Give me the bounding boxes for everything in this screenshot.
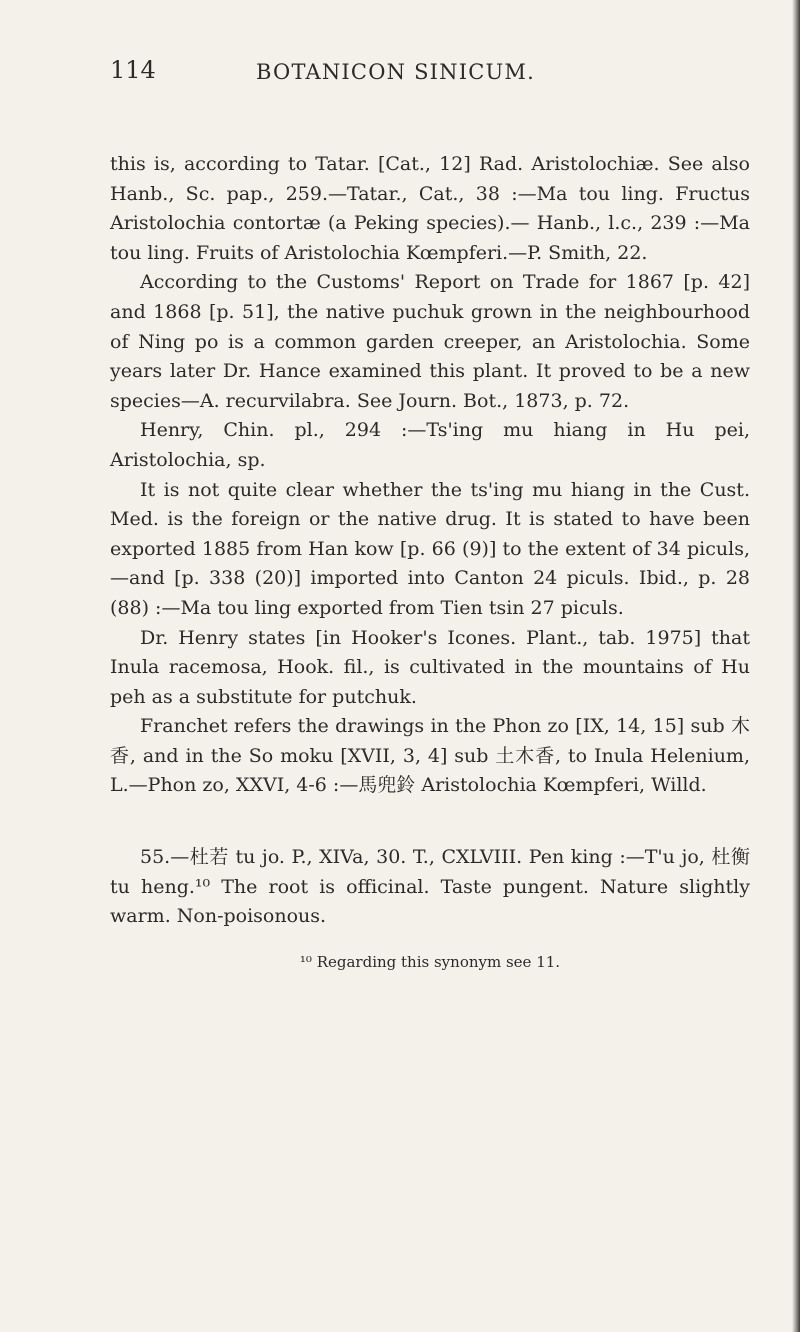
paragraph-6: Franchet refers the drawings in the Phon zo [IX, 14, 15] sub 木香, and in the So moku [XVII, 3, 4] sub 土木香, to Inula Helenium, L.—Phon zo, XXVI, 4-6 :—馬兜鈴 Aristolochia Kœmpferi, Willd. bbox=[110, 715, 750, 797]
page-number: 114 bbox=[110, 56, 156, 84]
page-edge-shadow bbox=[792, 0, 800, 1332]
paragraph-1: this is, according to Tatar. [Cat., 12] Rad. Aristolochiæ. See also Hanb., Sc. pap., 259.—Tatar., Cat., 38 :—Ma tou ling. Fructus Aristolochia contortæ (a Peking species).— Hanb., l.c., 239 :—Ma tou ling. Fruits of Aristolochia Kœmpferi.—P. Smith, 22. bbox=[110, 153, 750, 264]
book-page bbox=[110, 56, 750, 1316]
entry-55: 55.—杜若 tu jo. P., XIVa, 30. T., CXLVIII. Pen king :—T'u jo, 杜衡 tu heng.¹⁰ The root is officinal. Taste pungent. Nature slightly warm. Non-poisonous. bbox=[110, 846, 750, 928]
paragraph-4: It is not quite clear whether the ts'ing mu hiang in the Cust. Med. is the foreign or the native drug. It is stated to have been exported 1885 from Han kow [p. 66 (9)] to the extent of 34 piculs,—and [p. 338 (20)] imported into Canton 24 piculs. Ibid., p. 28 (88) :—Ma tou ling exported from Tien tsin 27 piculs. bbox=[110, 478, 750, 619]
page-header bbox=[110, 56, 750, 92]
paragraph-2: According to the Customs' Report on Trade for 1867 [p. 42] and 1868 [p. 51], the native puchuk grown in the neighbourhood of Ning po is a common garden creeper, an Aristolochia. Some years later Dr. Hance examined this plant. It proved to be a new species—A. recurvilabra. See Journ. Bot., 1873, p. 72. bbox=[110, 271, 750, 412]
paragraph-5: Dr. Henry states [in Hooker's Icones. Plant., tab. 1975] that Inula racemosa, Hook. fil., is cultivated in the mountains of Hu peh as a substitute for putchuk. bbox=[110, 626, 750, 708]
running-head: BOTANICON SINICUM. bbox=[256, 60, 535, 84]
footnote: ¹⁰ Regarding this synonym see 11. bbox=[299, 952, 561, 971]
paragraph-3: Henry, Chin. pl., 294 :—Ts'ing mu hiang in Hu pei, Aristolochia, sp. bbox=[110, 419, 750, 471]
